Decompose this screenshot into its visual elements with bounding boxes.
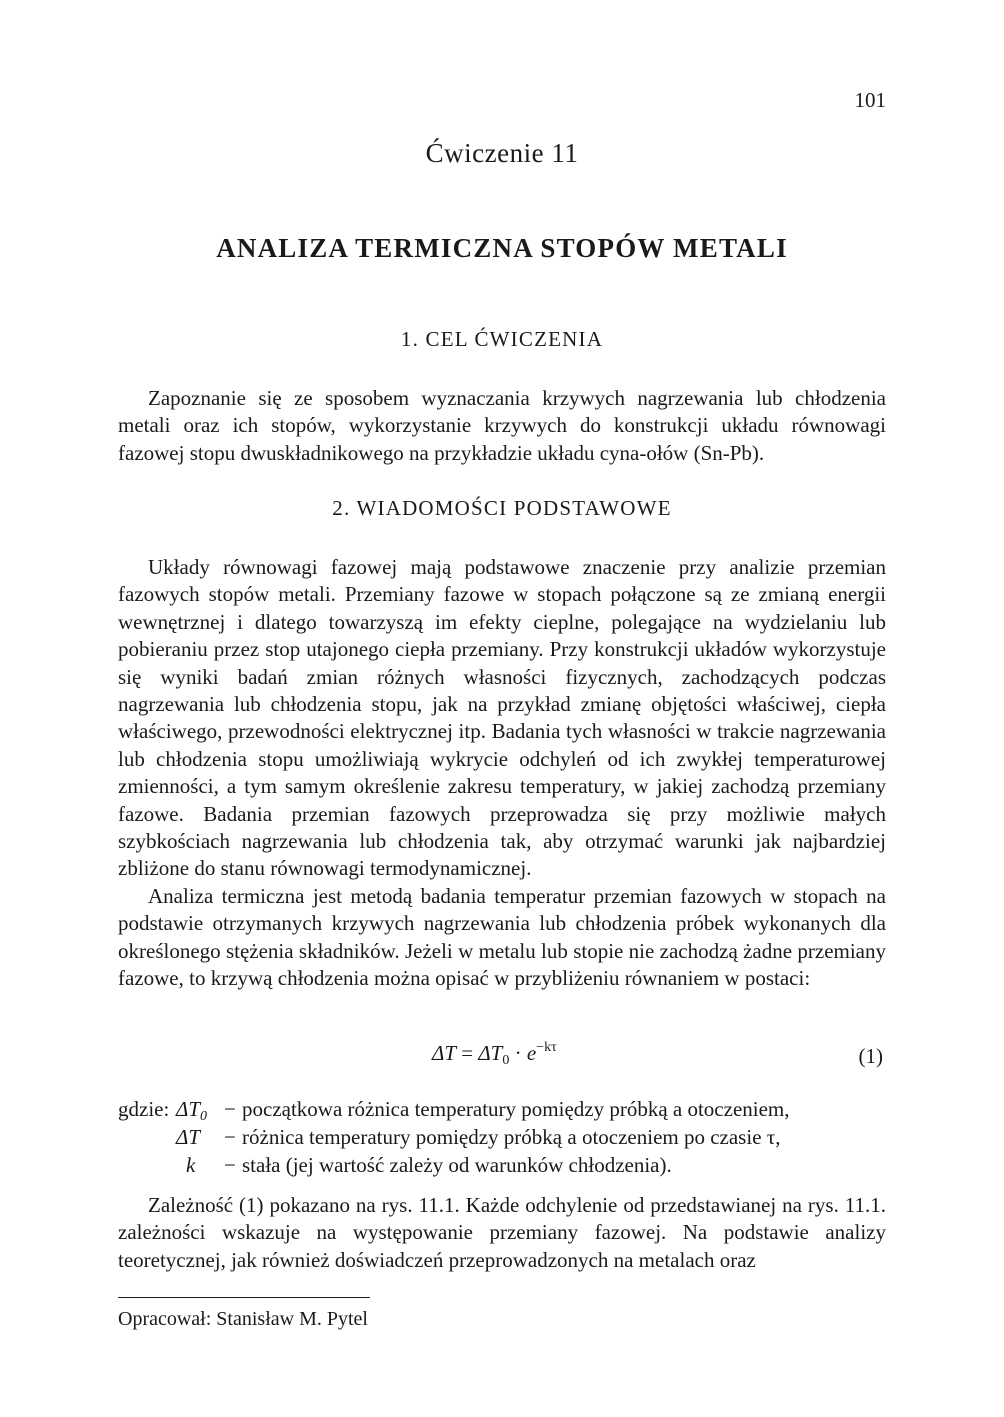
definition-dash: −: [224, 1097, 236, 1121]
equation-body: [432, 1040, 557, 1069]
eq-equals: =: [461, 1041, 474, 1065]
goal-paragraph: Zapoznanie się ze sposobem wyznaczania krzywych nagrzewania lub chłodzenia metali oraz ich stopów, wykorzystanie krzywych do konstrukcji układu równowagi fazowej stopu dwuskładnikowego na przykładzie układu cyna-ołów (Sn-Pb).: [118, 386, 886, 465]
basics-paragraph-2: Analiza termiczna jest metodą badania temperatur przemian fazowych w stopach na podstawie otrzymanych krzywych nagrzewania lub chłodzenia próbek wykonanych dla określonego stężenia składników. Jeżeli w metalu lub stopie nie zachodzą żadne przemiany fazowe, to krzywą chłodzenia można opisać w przybliżeniu równaniem w postaci:: [118, 883, 886, 991]
definition-row: [118, 1097, 918, 1125]
definition-symbol-sub: 0: [200, 1109, 208, 1124]
equation-1: [0, 1040, 1004, 1072]
main-title: ANALIZA TERMICZNA STOPÓW METALI: [216, 233, 788, 263]
definitions-list: [118, 1097, 918, 1181]
definition-text: różnica temperatury pomiędzy próbką a otoczeniem po czasie τ,: [242, 1125, 781, 1149]
basics-paragraph-1: Układy równowagi fazowej mają podstawowe znaczenie przy analizie przemian fazowych stopów metali. Przemiany fazowe w stopach połączone są ze zmianą energii wewnętrznej i dlatego towarzyszą im efekty cieplne, polegające na wydzielaniu lub pobieraniu przez stop utajonego ciepła przemiany. Przy konstrukcji układów wykorzystuje się wyniki badań zmian różnych własności fizycznych, zachodzących podczas nagrzewania lub chłodzenia stopu, jak na przykład zmianę objętości właściwej, ciepła właściwego, przewodności elektrycznej itp. Badania tych własności w trakcie nagrzewania lub chłodzenia stopu umożliwiają wykrycie odchyleń od ich zwykłej temperaturowej zmienności, a tym samym określenie zakresu temperatury, w jakiej zachodzą przemiany fazowe. Badania przemian fazowych przeprowadza się przy możliwie małych szybkościach nagrzewania lub chłodzenia tak, aby otrzymać warunki jak najbardziej zbliżone do stanu równowagi termodynamicznej.: [118, 555, 886, 881]
definition-symbol-main: k: [186, 1153, 196, 1177]
footnote-divider: [118, 1297, 370, 1298]
eq-exp-power: −kτ: [536, 1040, 557, 1055]
closing-paragraph: Zależność (1) pokazano na rys. 11.1. Każde odchylenie od przedstawianej na rys. 11.1. zależności wskazuje na występowanie przemiany fazowej. Na podstawie analizy teoretycznej, jak również doświadczeń przeprowadzonych na metalach oraz: [118, 1193, 886, 1272]
eq-lhs: ΔT: [432, 1041, 457, 1065]
page-number: 101: [854, 88, 886, 112]
section-heading-goal: 1. CEL ĆWICZENIA: [400, 327, 604, 351]
basics-text: [118, 554, 886, 993]
section-heading-basics: 2. WIADOMOŚCI PODSTAWOWE: [332, 496, 672, 520]
chapter-title: Ćwiczenie 11: [425, 138, 579, 168]
goal-text: [118, 385, 886, 467]
definition-symbol-main: ΔT: [176, 1125, 201, 1149]
eq-exp-base: e: [526, 1041, 537, 1065]
eq-rhs-delta: ΔT: [478, 1041, 503, 1065]
closing-text: [118, 1192, 886, 1274]
definition-text: stała (jej wartość zależy od warunków chłodzenia).: [242, 1153, 672, 1177]
footnote-author: Opracował: Stanisław M. Pytel: [118, 1308, 368, 1330]
definition-row: [118, 1153, 918, 1181]
definition-symbol-main: ΔT: [176, 1097, 201, 1121]
definitions-prefix: gdzie:: [118, 1097, 170, 1121]
definition-dash: −: [224, 1153, 236, 1177]
equation-number: (1): [858, 1044, 883, 1068]
definition-text: początkowa różnica temperatury pomiędzy próbką a otoczeniem,: [242, 1097, 790, 1121]
definition-dash: −: [224, 1125, 236, 1149]
eq-dot: ·: [514, 1041, 522, 1065]
eq-rhs-sub: 0: [502, 1053, 510, 1068]
definition-row: [118, 1125, 918, 1153]
